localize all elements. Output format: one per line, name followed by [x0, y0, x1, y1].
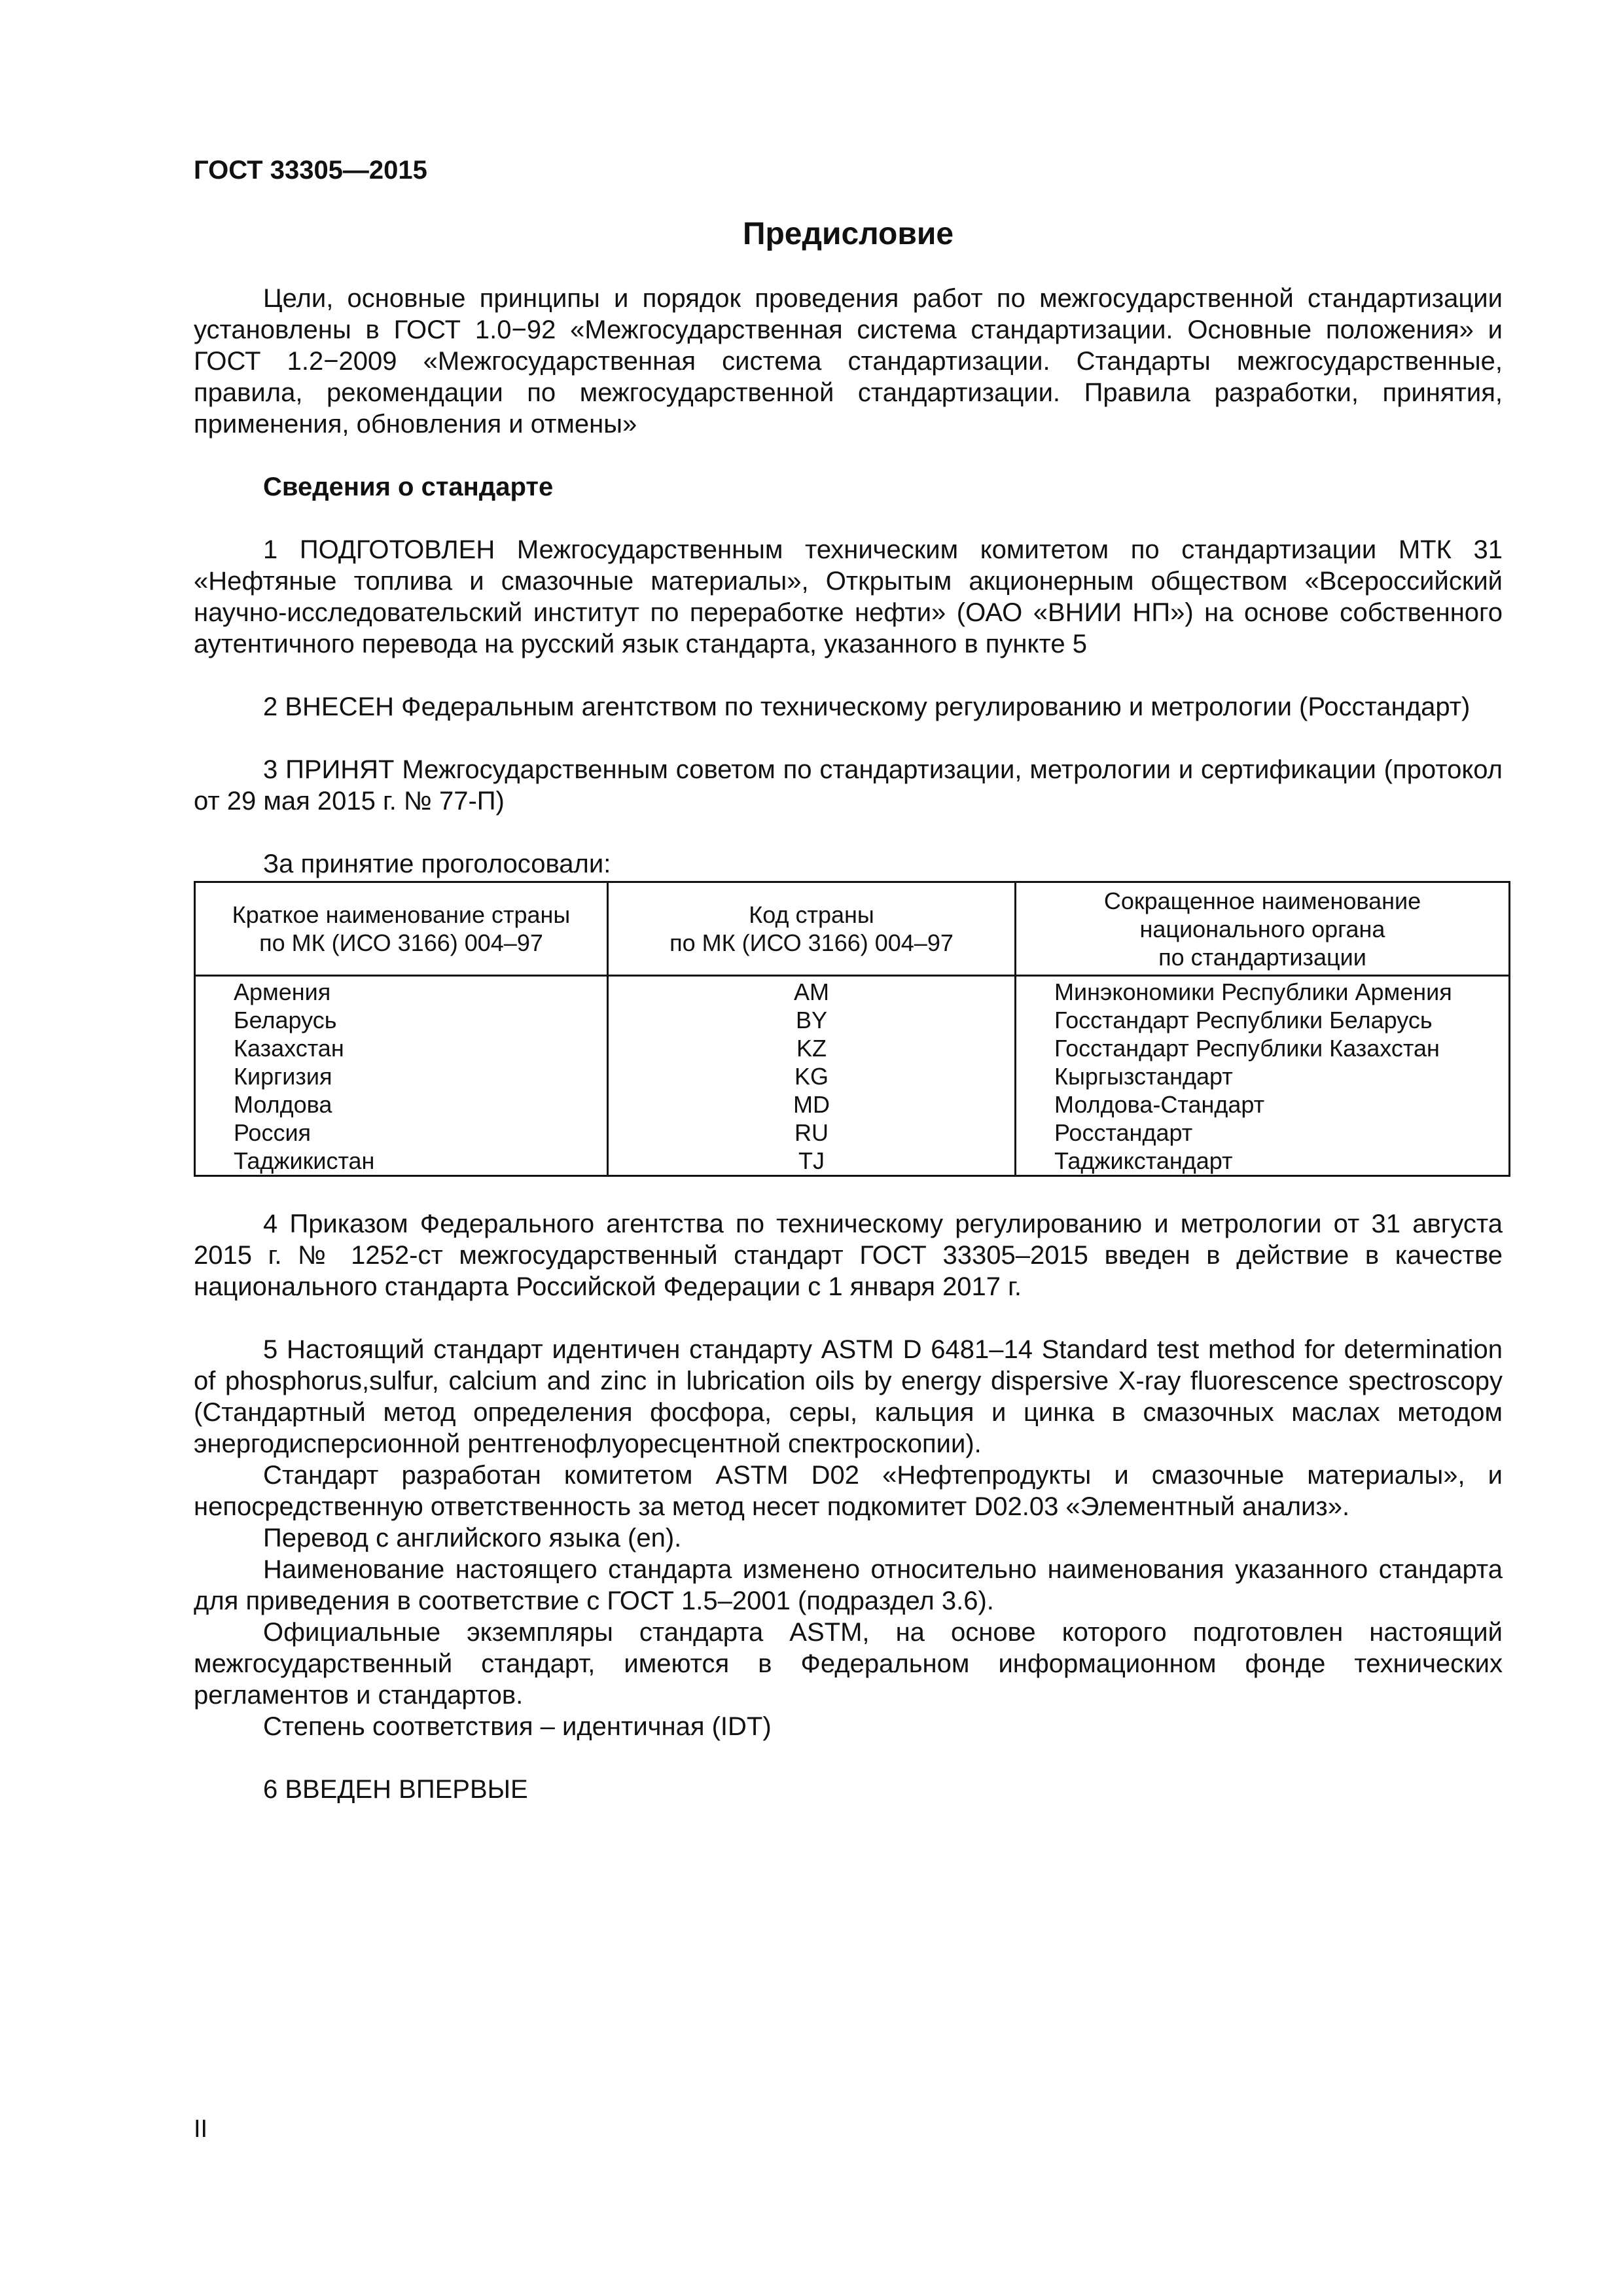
item-5-translation: Перевод с английского языка (en). — [263, 1524, 682, 1552]
header-country — [195, 882, 608, 976]
document-body — [194, 283, 1503, 1805]
body-cell: Госстандарт Республики Беларусь — [1016, 1006, 1510, 1034]
code-cell: RU — [608, 1119, 1016, 1147]
country-cell: Армения — [195, 976, 608, 1007]
table-header-row — [195, 882, 1510, 976]
body-cell: Госстандарт Республики Казахстан — [1016, 1034, 1510, 1062]
item-5-conformity: Степень соответствия – идентичная (IDT) — [263, 1712, 772, 1741]
preface-paragraph: Цели, основные принципы и порядок проведения работ по межгосударственной стандартизации установлены в ГОСТ 1.0−92 «Межгосударственная система стандартизации. Основные положения» и ГОСТ 1.2−2009 «Межгосударственная система стандартизации. Стандарты межгосударственные, правила, рекомендации по межгосударственной стандартизации. Правила разработки, принятия, применения, обновления и отмены» — [194, 284, 1503, 439]
table-row — [195, 976, 1510, 1007]
header-code-line1: Код страны — [749, 901, 874, 928]
item-1: 1 ПОДГОТОВЛЕН Межгосударственным техническим комитетом по стандартизации МТК 31 «Нефтяные топлива и смазочные материалы», Открытым акционерным обществом «Всероссийский научно-исследовательский институт по переработке нефти» (ОАО «ВНИИ НП») на основе собственного аутентичного перевода на русский язык стандарта, указанного в пункте 5 — [194, 535, 1503, 658]
header-body-line2: национального органа — [1139, 915, 1385, 942]
body-cell: Таджикстандарт — [1016, 1147, 1510, 1176]
country-cell: Молдова — [195, 1090, 608, 1119]
item-3: 3 ПРИНЯТ Межгосударственным советом по стандартизации, метрологии и сертификации (протокол от 29 мая 2015 г. № 77-П) — [194, 755, 1503, 816]
item-4: 4 Приказом Федерального агентства по техническому регулированию и метрологии от 31 августа 2015 г. № 1252-ст межгосударственный стандарт ГОСТ 33305–2015 введен в действие в качестве национального стандарта Российской Федерации с 1 января 2017 г. — [194, 1210, 1503, 1301]
item-6: 6 ВВЕДЕН ВПЕРВЫЕ — [263, 1775, 528, 1804]
code-cell: TJ — [608, 1147, 1016, 1176]
table-row — [195, 1147, 1510, 1176]
item-5-title-change: Наименование настоящего стандарта изменено относительно наименования указанного стандарта для приведения в соответствие с ГОСТ 1.5–2001 (подраздел 3.6). — [194, 1555, 1503, 1615]
header-code — [608, 882, 1016, 976]
header-body-line3: по стандартизации — [1158, 943, 1366, 971]
voting-table — [194, 881, 1510, 1177]
country-cell: Беларусь — [195, 1006, 608, 1034]
country-cell: Казахстан — [195, 1034, 608, 1062]
body-cell: Кыргызстандарт — [1016, 1062, 1510, 1090]
code-cell: BY — [608, 1006, 1016, 1034]
header-body — [1016, 882, 1510, 976]
code-cell: AM — [608, 976, 1016, 1007]
item-5: 5 Настоящий стандарт идентичен стандарту ASTM D 6481–14 Standard test method for determination of phosphorus,sulfur, calcium and zinc in lubrication oils by energy dispersive X-ray fluorescence spectroscopy (Стандартный метод определения фосфора, серы, кальция и цинка в смазочных маслах методом энергодисперсионной рентгенофлуоресцентной спектроскопии). — [194, 1335, 1503, 1458]
table-row — [195, 1006, 1510, 1034]
item-2: 2 ВНЕСЕН Федеральным агентством по техническому регулированию и метрологии (Росстандарт) — [263, 692, 1471, 721]
body-cell: Молдова-Стандарт — [1016, 1090, 1510, 1119]
header-code-line2: по МК (ИСО 3166) 004–97 — [669, 929, 954, 956]
table-row — [195, 1090, 1510, 1119]
body-cell: Минэкономики Республики Армения — [1016, 976, 1510, 1007]
table-row — [195, 1062, 1510, 1090]
table-row — [195, 1119, 1510, 1147]
header-country-line1: Краткое наименование страны — [232, 901, 571, 928]
vote-caption: За принятие проголосовали: — [263, 850, 611, 878]
country-cell: Киргизия — [195, 1062, 608, 1090]
item-5-official-copies: Официальные экземпляры стандарта ASTM, на основе которого подготовлен настоящий межгосударственный стандарт, имеются в Федеральном информационном фонде технических регламентов и стандартов. — [194, 1618, 1503, 1710]
document-code: ГОСТ 33305—2015 — [194, 156, 427, 185]
code-cell: KG — [608, 1062, 1016, 1090]
page-title: Предисловие — [742, 217, 954, 251]
country-cell: Таджикистан — [195, 1147, 608, 1176]
header-country-line2: по МК (ИСО 3166) 004–97 — [259, 929, 543, 956]
body-cell: Росстандарт — [1016, 1119, 1510, 1147]
code-cell: KZ — [608, 1034, 1016, 1062]
header-body-line1: Сокращенное наименование — [1103, 887, 1421, 914]
info-heading: Сведения о стандарте — [263, 473, 554, 501]
country-cell: Россия — [195, 1119, 608, 1147]
code-cell: MD — [608, 1090, 1016, 1119]
table-row — [195, 1034, 1510, 1062]
page-number: II — [194, 2115, 208, 2143]
item-5-committee: Стандарт разработан комитетом ASTM D02 «Нефтепродукты и смазочные материалы», и непосредственную ответственность за метод несет подкомитет D02.03 «Элементный анализ». — [194, 1461, 1503, 1521]
